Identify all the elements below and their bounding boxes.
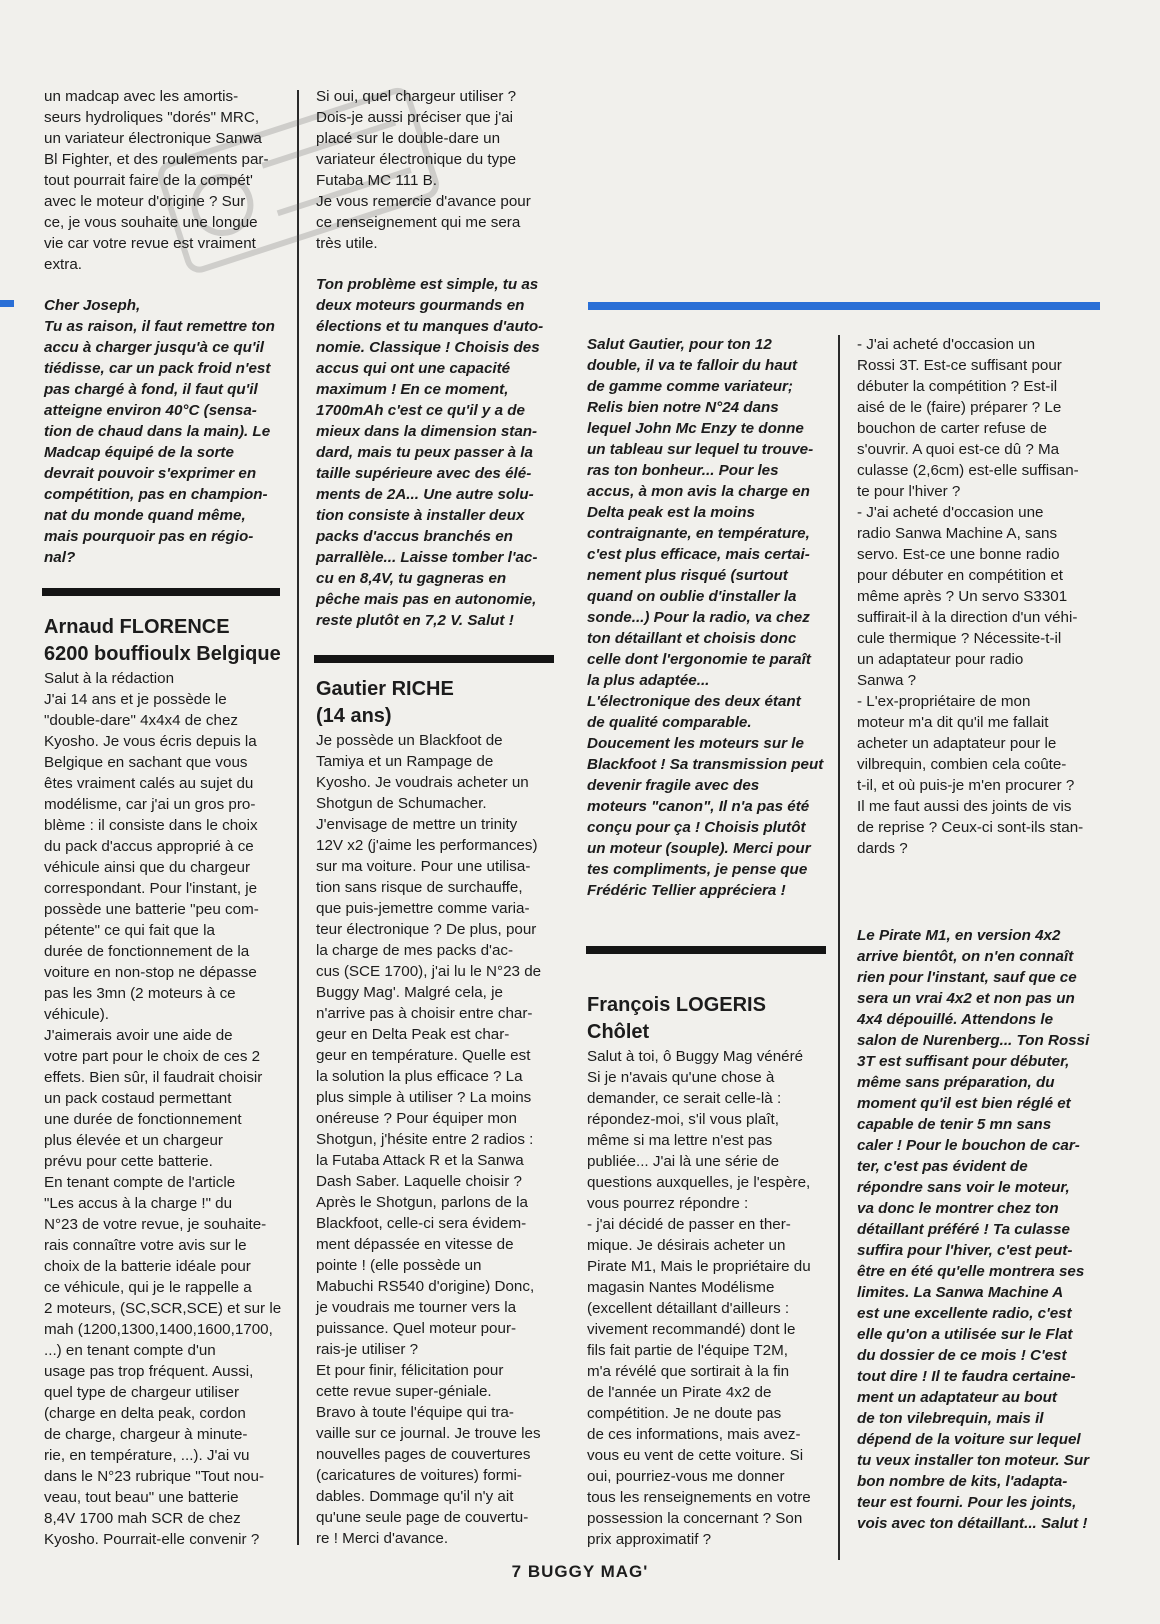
editor-reply: Le Pirate M1, en version 4x2 arrive bientôt, on n'en connaît rien pour l'instant, sauf que ce sera un vrai 4x2 et non pas un 4x4 dépouillé. Attendons le salon de Nurenberg... Ton Rossi 3T est suffisant pour débuter, même sans préparation, du moment qu'il est bien réglé et capable de tenir 5 mn sans caler ! Pour le bouchon de car- ter, c'est pas évident de répondre sans voir le moteur, va donc le montrer chez ton détaillant préféré ! Ta culasse suffira pour l'hiver, c'est peut- être en été qu'elle montrera ses limites. La Sanwa Machine A est une excellente radio, c'est elle qu'on a utilisée sur le Flat du dossier de ce mois ! C'est tout dire ! Il te faudra certaine- ment un adaptateur au bout de ton vilebrequin, mais il dépend de la voiture sur lequel tu veux installer ton moteur. Sur bon nombre de kits, l'adapta- teur est fourni. Pour les joints, vois avec ton détaillant... Salut ! (857, 927, 1090, 1532)
letter-author-name: Gautier RICHE (14 ans) (316, 678, 454, 727)
letter-continuation-text: un madcap avec les amortis- seurs hydroliques "dorés" MRC, un variateur électronique Sanwa Bl Fighter, et des roulements par- tout pourrait faire de la compét' avec le moteur d'origine ? Sur ce, je vous souhaite une longue vie car votre revue est vraiment extra. (44, 88, 269, 273)
column-1-letter (44, 614, 284, 1550)
page-footer: 7 BUGGY MAG' (511, 1562, 649, 1581)
section-divider (42, 588, 280, 596)
blue-section-bar (588, 302, 1100, 310)
column-4 (857, 334, 1101, 1534)
editor-reply: Ton problème est simple, tu as deux moteurs gourmands en élections et tu manques d'auto- nomie. Classique ! Choisis des accus qui ont une capacité maximum ! En ce moment, 1700mAh c'est ce qu'il y a de mieux dans la dimension stan- dard, mais tu peux passer à la taille supérieure avec des élé- ments de 2A... Une autre solu- tion consiste à installer deux packs d'accus branchés en parrallèle... Laisse tomber l'ac- cu en 8,4V, tu gagneras en pêche mais pas en autonomie, reste plutôt en 7,2 V. Salut ! (316, 276, 544, 629)
section-divider (314, 655, 554, 663)
column-3-letter (587, 992, 829, 1550)
left-accent-tab (0, 300, 14, 307)
editor-reply: Salut Gautier, pour ton 12 double, il va te falloir du haut de gamme comme variateur; Relis bien notre N°24 dans lequel John Mc Enzy te donne un tableau sur lequel tu trouve- ras ton bonheur... Pour les accus, à mon avis la charge en Delta peak est la moins contraignante, en température, c'est plus efficace, mais certai- nement plus risqué (surtout quand on oublie d'installer la sonde...) Pour la radio, va chez ton détaillant et choisis donc celle dont l'ergonomie te paraît la plus adaptée... L'électronique des deux étant de qualité comparable. Doucement les moteurs sur le Blackfoot ! Sa transmission peut devenir fragile avec des moteurs "canon", Il n'a pas été conçu pour ça ! Choisis plutôt un moteur (souple). Merci pour tes compliments, je pense que Frédéric Tellier appréciera ! (587, 336, 824, 899)
letter-body: Salut à la rédaction J'ai 14 ans et je possède le "double-dare" 4x4x4 de chez Kyosho. Je vous écris depuis la Belgique en sachant que vous êtes vraiment calés au sujet du modélisme, car j'ai un gros pro- blème : il consiste dans le choix du pack d'accus approprié à ce véhicule ainsi que du chargeur correspondant. Pour l'instant, je possède une batterie "peu com- pétente" ce qui fait que la durée de fonctionnement de la voiture en non-stop ne dépasse pas les 3mn (2 moteurs à ce véhicule). J'aimerais avoir une aide de votre part pour le choix de ces 2 effets. Bien sûr, il faudrait choisir un pack costaud permettant une durée de fonctionnement plus élevée et un chargeur prévu pour cette batterie. En tenant compte de l'article "Les accus à la charge !" du N°23 de votre revue, je souhaite- rais connaître votre avis sur le choix de la batterie idéale pour ce véhicule, qui je le rappelle a 2 moteurs, (SC,SCR,SCE) et sur le mah (1200,1300,1400,1600,1700, ...) en tenant compte d'un usage pas trop fréquent. Aussi, quel type de chargeur utiliser (charge en delta peak, cordon de charge, chargeur à minute- rie, en température, ...). J'ai vu dans le N°23 rubrique "Tout nou- veau, tout beau" une batterie 8,4V 1700 mah SCR de chez Kyosho. Pourrait-elle convenir ? (44, 670, 282, 1548)
letter-body: Salut à toi, ô Buggy Mag vénéré Si je n'avais qu'une chose à demander, ce serait celle-là : répondez-moi, s'il vous plaît, même si ma lettre n'est pas publiée... J'ai là une série de questions auxquelles, je l'espère, vous pourrez répondre : - j'ai décidé de passer en ther- mique. Je désirais acheter un Pirate M1, Mais le propriétaire du magasin Nantes Modélisme (excellent détaillant d'ailleurs : vivement recommandé) dont le fils fait partie de l'équipe T2M, m'a révélé que sortirait à la fin de l'année un Pirate 4x2 de compétition. Je ne doute pas de ces informations, mais avez- vous eu vent de cette voiture. Si oui, pourriez-vous me donner tous les renseignements en votre possession la concernant ? Son prix approximatif ? (587, 1048, 811, 1548)
letter-author-name: Arnaud FLORENCE 6200 bouffioulx Belgique (44, 616, 281, 665)
section-divider (586, 946, 826, 954)
column-divider-3 (838, 335, 840, 1560)
column-divider-1 (297, 90, 299, 1545)
column-2 (316, 86, 558, 631)
editor-reply: Cher Joseph, Tu as raison, il faut remettre ton accu à charger jusqu'à ce qu'il tiédisse, car un pack froid n'est pas chargé à fond, il faut qu'il atteigne environ 40°C (sensa- tion de chaud dans la main). Le Madcap équipé de la sorte devrait pouvoir s'exprimer en compétition, pas en champion- nat du monde quand même, mais pourquoir pas en régio- nal? (44, 297, 275, 566)
column-2-letter (316, 676, 558, 1549)
column-3 (587, 334, 829, 901)
letter-body: - J'ai acheté d'occasion un Rossi 3T. Est-ce suffisant pour débuter la compétition ? Est-il aisé de le (faire) préparer ? Le bouchon de carter refuse de s'ouvrir. A quoi est-ce dû ? Ma culasse (2,6cm) est-elle suffisan- te pour l'hiver ? - J'ai acheté d'occasion une radio Sanwa Machine A, sans servo. Est-ce une bonne radio pour débuter en compétition et même après ? Un servo S3301 suffirait-il à la direction d'un véhi- cule thermique ? Nécessite-t-il un adaptateur pour radio Sanwa ? - L'ex-propriétaire de mon moteur m'a dit qu'il me fallait acheter un adaptateur pour le vilbrequin, combien cela coûte- t-il, et où puis-je m'en procurer ? Il me faut aussi des joints de vis de reprise ? Ceux-ci sont-ils stan- dards ? (857, 336, 1084, 857)
column-1 (44, 86, 284, 568)
letter-continuation-text: Si oui, quel chargeur utiliser ? Dois-je aussi préciser que j'ai placé sur le double-dare un variateur électronique du type Futaba MC 111 B. Je vous remercie d'avance pour ce renseignement qui me sera très utile. (316, 88, 531, 252)
letter-body: Je possède un Blackfoot de Tamiya et un Rampage de Kyosho. Je voudrais acheter un Shotgun de Schumacher. J'envisage de mettre un trinity 12V x2 (j'aime les performances) sur ma voiture. Pour une utilisa- tion sans risque de surchauffe, que puis-jemettre comme varia- teur électronique ? De plus, pour la charge de mes packs d'ac- cus (SCE 1700), j'ai lu le N°23 de Buggy Mag'. Malgré cela, je n'arrive pas à choisir entre char- geur en Delta Peak est char- geur en température. Quelle est la solution la plus efficace ? La plus simple à utiliser ? La moins onéreuse ? Pour équiper mon Shotgun, j'hésite entre 2 radios : la Futaba Attack R et la Sanwa Dash Saber. Laquelle choisir ? Après le Shotgun, parlons de la Blackfoot, celle-ci sera évidem- ment dépassée en vitesse de pointe ! (elle possède un Mabuchi RS540 d'origine) Donc, je voudrais me tourner vers la puissance. Quel moteur pour- rais-je utiliser ? Et pour finir, félicitation pour cette revue super-géniale. Bravo à toute l'équipe qui tra- vaille sur ce journal. Je trouve les nouvelles pages de couvertures (caricatures de voitures) formi- dables. Dommage qu'il n'y ait qu'une seule page de couvertu- re ! Merci d'avance. (316, 732, 542, 1547)
letter-author-name: François LOGERIS Chôlet (587, 994, 766, 1043)
